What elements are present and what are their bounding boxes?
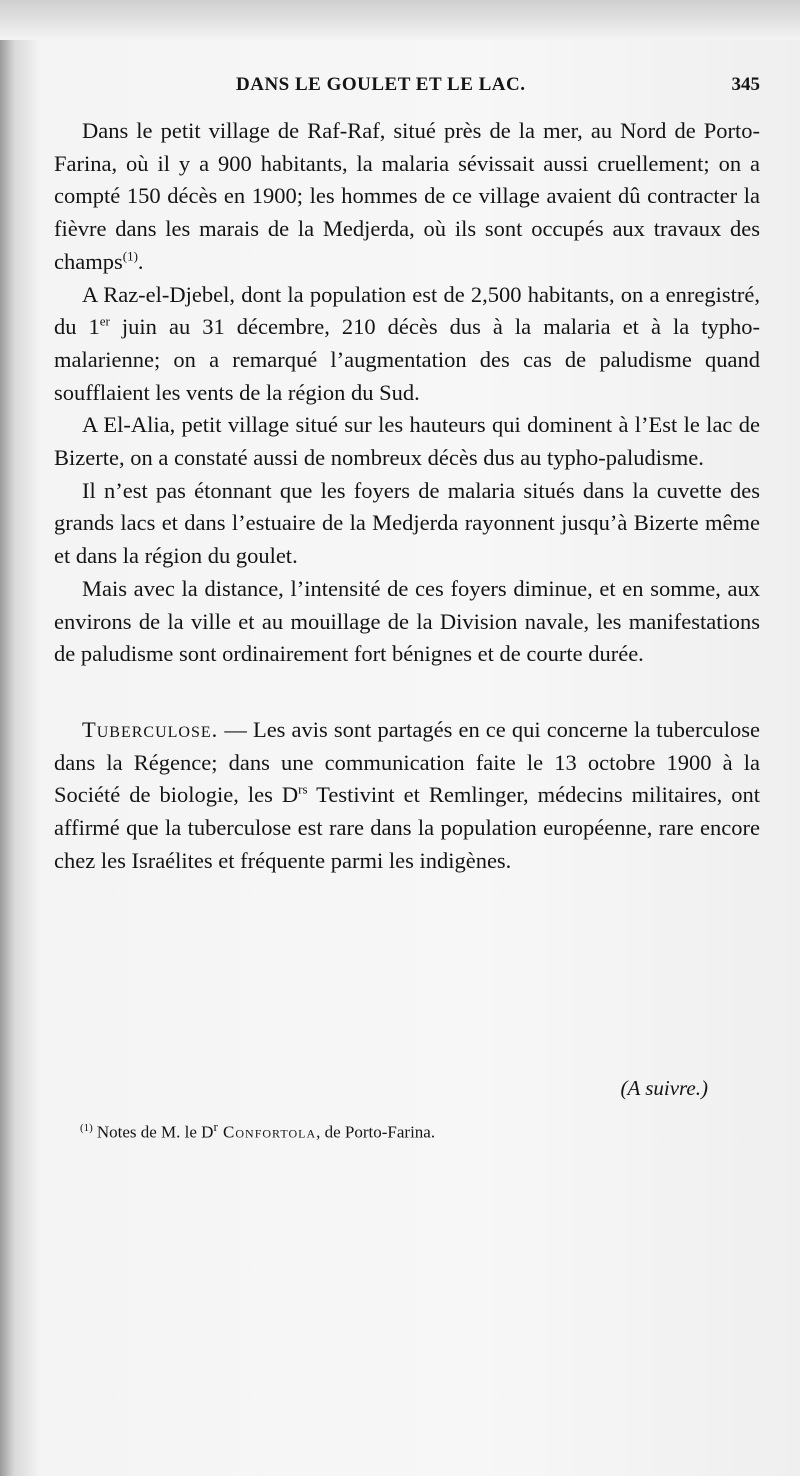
- paragraph-el-alia: A El-Alia, petit village situé sur les hauteurs qui dominent à l’Est le lac de Bizerte, on a constaté aussi de nombreux décès dus au typho-paludisme.: [54, 412, 760, 471]
- running-title: DANS LE GOULET ET LE LAC.: [236, 74, 526, 95]
- paragraph-raf-raf: Dans le petit village de Raf-Raf, situé près de la mer, au Nord de Porto-Farina, où il y a 900 habitants, la malaria sévissait aussi cruellement; on a compté 150 décès en 1900; les hommes de ce village avaient dû contracter la fièvre dans les marais de la Medjerda, où ils sont occupés aux travaux des champs$^{(1)}$.: [54, 118, 760, 274]
- paragraph-tuberculose: Tuberculose. — Les avis sont partagés en ce qui concerne la tuberculose dans la Régence; dans une communication faite le 13 octobre 1900 à la Société de biologie, les $D^{rs}$ Testivint et Remlinger, médecins militaires, ont affirmé que la tuberculose est rare dans la population européenne, rare encore chez les Israélites et fréquente parmi les indigènes.: [54, 716, 760, 873]
- page-edge-shadow: [0, 0, 800, 40]
- footnote-marker: (1): [80, 1122, 93, 1134]
- footnote: $^{(1)}$ Notes de M. le $D^r$ Confortola, de Porto-Farina.: [80, 1119, 436, 1142]
- page-header: [80, 74, 760, 104]
- body-text: [54, 115, 760, 877]
- paragraph-distance: Mais avec la distance, l’intensité de ces foyers diminue, et en somme, aux environs de la ville et au mouillage de la Division navale, les manifestations de paludisme sont ordinairement fort bénignes et de courte durée.: [54, 575, 760, 667]
- continuation-note: (A suivre.): [620, 1076, 708, 1100]
- paragraph-raz-el-djebel: A Raz-el-Djebel, dont la population est de 2,500 habitants, on a enregistré, du 1er juin au 31 décembre, 210 décès dus à la malaria et à la typho-malarienne; on a remarqué l’augmentation des cas de paludisme quand soufflaient les vents de la région du Sud.: [54, 281, 760, 405]
- section-gap: [54, 671, 760, 714]
- paragraph-foyers: Il n’est pas étonnant que les foyers de malaria situés dans la cuvette des grands lacs et dans l’estuaire de la Medjerda rayonnent jusqu’à Bizerte même et dans la région du goulet.: [54, 477, 760, 569]
- footnote-author: Confortola: [217, 1122, 317, 1142]
- page-number: 345: [731, 74, 760, 95]
- footnote-reference: (1): [122, 248, 138, 264]
- section-heading: Tuberculose.: [82, 716, 219, 742]
